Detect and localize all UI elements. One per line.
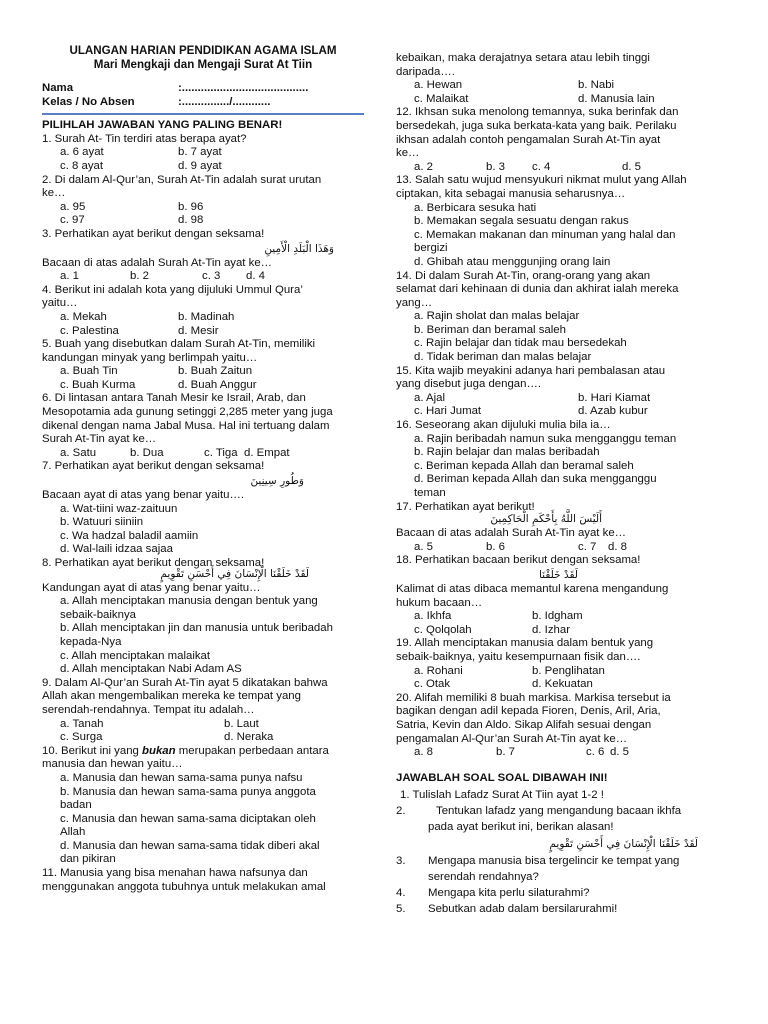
right-column (396, 52, 722, 919)
option: b. 6 (486, 540, 505, 553)
essay-number: 3. (396, 855, 406, 868)
question-16: 16. Seseorang akan dijuluki mulia bila ia… (396, 419, 611, 432)
arabic-text: لَقَدْ خَلَقْنَا (538, 568, 578, 581)
question-5: 5. Buah yang disebutkan dalam Surah At-Tin, memiliki (42, 338, 316, 351)
option: b. 3 (486, 160, 505, 173)
option: a. Rohani (414, 664, 463, 677)
option: c. Qolqolah (414, 623, 472, 636)
question-10 (42, 745, 364, 759)
q16-option-b: b. Rajin belajar dan malas beribadah (414, 446, 600, 459)
q13-option-a: a. Berbicara sesuka hati (414, 201, 537, 214)
q18-arabic-verse (396, 568, 722, 583)
question-10-cont: manusia dan hewan yaitu… (42, 758, 183, 771)
question-15: 15. Kita wajib meyakini adanya hari pembalasan atau (396, 364, 666, 377)
q7-option-d: d. Wal-laili idzaa sajaa (60, 543, 173, 556)
question-11-cont: daripada…. (396, 65, 455, 78)
option: d. 5 (610, 746, 629, 759)
question-9-cont: Allah akan mengembalikan mereka ke tempat yang (42, 690, 301, 703)
question-15-cont: yang disebut juga dengan…. (396, 378, 542, 391)
essay-5 (396, 903, 722, 919)
question-9-cont: serendah-rendahnya. Tempat itu adalah… (42, 703, 255, 716)
option: b. Laut (224, 717, 259, 730)
arabic-text: وَهَذَا الْبَلَدِ الْأَمِينِ (264, 242, 334, 255)
question-6-cont: dikenal dengan nama Jabal Musa. Hal ini tertuang dalam (42, 419, 330, 432)
essay-2 (396, 805, 722, 821)
question-1: 1. Surah At- Tin terdiri atas berapa ayat? (42, 132, 247, 145)
question-4: 4. Berikut ini adalah kota yang dijuluki Ummul Qura’ (42, 283, 303, 296)
option: b. 7 ayat (178, 146, 222, 159)
q4-options-row1 (42, 311, 364, 325)
option: d. Izhar (532, 623, 570, 636)
question-19-cont: sebaik-baiknya, yaitu kesempurnaan fisik dan…. (396, 650, 641, 663)
q16-option-d: d. Beriman kepada Allah dan suka mengganggu (414, 473, 657, 486)
q8-option-b-cont: kepada-Nya (60, 635, 122, 648)
option: a. Ikhfa (414, 610, 452, 623)
q14-option-c: c. Rajin belajar dan tidak mau bersedekah (414, 337, 627, 350)
arabic-text: لَقَدْ خَلَقْنَا الْإِنْسَانَ فِي أَحْسَنِ تَقْوِيمٍ (549, 838, 698, 851)
question-8: 8. Perhatikan ayat berikut dengan seksama! (42, 557, 265, 569)
q10-option-b: b. Manusia dan hewan sama-sama punya anggota (60, 785, 316, 798)
q8-option-a: a. Allah menciptakan manusia dengan bentuk yang (60, 595, 318, 608)
option: b. Dua (130, 446, 164, 459)
option: b. 96 (178, 200, 204, 213)
q11-options-row2 (396, 93, 722, 107)
q8-option-d: d. Allah menciptakan Nabi Adam AS (60, 663, 242, 676)
option: c. 97 (60, 214, 85, 227)
class-field: :.............../............ (178, 95, 271, 108)
essay-number: 5. (396, 903, 406, 916)
q4-options-row2 (42, 325, 364, 339)
option: c. Surga (60, 731, 103, 744)
question-20-cont: pengamalan Al-Qur’an Surah At-Tin ayat ke… (396, 732, 628, 745)
option: d. 98 (178, 214, 204, 227)
option: b. Buah Zaitun (178, 365, 253, 378)
q8-option-b: b. Allah menciptakan jin dan manusia untuk beribadah (60, 622, 333, 635)
question-3: 3. Perhatikan ayat berikut dengan seksama! (42, 227, 265, 240)
question-18-cont: Kalimat di atas dibaca memantul karena mengandung (396, 582, 669, 595)
class-label: Kelas / No Absen (42, 95, 135, 108)
option: c. Otak (414, 678, 451, 691)
question-11: 11. Manusia yang bisa menahan hawa nafsunya dan (42, 867, 308, 880)
exam-subtitle: Mari Mengkaji dan Mengaji Surat At Tiin (93, 58, 313, 71)
essay-number: 4. (396, 887, 406, 900)
option: a. Satu (60, 446, 97, 459)
option: a. Buah Tin (60, 365, 118, 378)
question-14-cont: selamat dari kehinaan di dunia dan akhirat ialah mereka (396, 283, 679, 296)
option: b. 7 (496, 746, 515, 759)
essay-text: Mengapa manusia bisa tergelincir ke tempat yang (428, 855, 680, 868)
left-column (42, 44, 364, 894)
exam-title: ULANGAN HARIAN PENDIDIKAN AGAMA ISLAM (69, 44, 337, 57)
q10-option-a: a. Manusia dan hewan sama-sama punya nafsu (60, 771, 303, 784)
question-20-cont: Satria, Kevin dan Aldo. Sikap Alifah sesuai dengan (396, 718, 652, 731)
question-2-cont: ke… (42, 187, 66, 200)
option: a. Ajal (414, 391, 446, 404)
question-text: 10. Berikut ini yang (42, 744, 143, 757)
essay-text: Mengapa kita perlu silaturahmi? (428, 887, 590, 900)
option: c. Palestina (60, 324, 119, 337)
question-12: 12. Ikhsan suka menolong temannya, suka berinfak dan (396, 106, 679, 119)
q16-option-d-cont: teman (414, 487, 446, 499)
q13-option-c: c. Memakan makanan dan minuman yang halal dan (414, 228, 676, 241)
option: d. 8 (608, 540, 627, 553)
question-6-cont: Mesopotamia ada gunung setinggi 2,285 meter yang juga (42, 406, 333, 419)
option: d. Azab kubur (578, 405, 648, 418)
question-20: 20. Alifah memiliki 8 buah markisa. Markisa tersebut ia (396, 691, 671, 704)
option: d. 5 (622, 160, 641, 173)
question-17-cont: Bacaan di atas adalah Surah At-Tin ayat ke… (396, 527, 627, 540)
q17-options (396, 541, 722, 555)
q16-option-a: a. Rajin beribadah namun suka mengganggu teman (414, 432, 677, 445)
question-7-cont: Bacaan ayat di atas yang benar yaitu…. (42, 489, 244, 502)
option: a. Mekah (60, 310, 107, 323)
option: d. Kekuatan (532, 678, 593, 691)
question-14: 14. Di dalam Surah At-Tin, orang-orang yang akan (396, 269, 651, 282)
essay-3-cont: serendah rendahnya? (428, 871, 539, 884)
option: c. 6 (586, 746, 605, 759)
question-3-cont: Bacaan di atas adalah Surah At-Tin ayat ke… (42, 256, 273, 269)
option: b. Madinah (178, 310, 235, 323)
option: c. Hari Jumat (414, 405, 482, 418)
q18-options-row1 (396, 610, 722, 624)
option: d. Empat (244, 446, 290, 459)
option: d. Mesir (178, 324, 219, 337)
option: d. Buah Anggur (178, 378, 257, 391)
question-19: 19. Allah menciptakan manusia dalam bentuk yang (396, 637, 654, 650)
name-field: :........................................ (178, 82, 309, 94)
option: a. 5 (414, 540, 433, 553)
q1-options-row2 (42, 160, 364, 174)
question-9: 9. Dalam Al-Qur’an Surah At-Tin ayat 5 dikatakan bahwa (42, 676, 328, 689)
essay-1: 1. Tulislah Lafadz Surat At Tiin ayat 1-2 ! (400, 789, 604, 802)
question-2: 2. Di dalam Al-Qur’an, Surah At-Tin adalah surat urutan (42, 173, 322, 186)
question-20-cont: bagikan dengan adil kepada Fioren, Denis, Aril, Aria, (396, 705, 661, 718)
question-18-cont: hukum bacaan… (396, 596, 483, 609)
q17-arabic-verse (396, 512, 722, 527)
q9-options-row2 (42, 731, 364, 745)
q3-options (42, 270, 364, 284)
question-12-cont: ke… (396, 147, 420, 160)
question-18: 18. Perhatikan bacaan berikut dengan seksama! (396, 554, 641, 567)
option: b. Idgham (532, 610, 583, 623)
option: a. Hewan (414, 79, 463, 92)
q7-option-a: a. Wat-tiini waz-zaituun (60, 502, 178, 515)
q10-option-b-cont: badan (60, 799, 92, 812)
question-7: 7. Perhatikan ayat berikut dengan seksama! (42, 460, 265, 473)
option: c. 7 (578, 540, 597, 553)
q18-options-row2 (396, 624, 722, 638)
option: c. 4 (532, 160, 551, 173)
spacer (396, 760, 722, 772)
q12-options (396, 161, 722, 175)
q13-option-c-cont: bergizi (414, 242, 448, 255)
arabic-text: وَطُورِ سِينِينَ (250, 475, 304, 488)
q8-option-c: c. Allah menciptakan malaikat (60, 649, 211, 662)
option: c. Malaikat (414, 92, 469, 105)
q3-arabic-verse (42, 242, 364, 257)
option: c. 3 (202, 270, 221, 283)
q5-options-row1 (42, 365, 364, 379)
option: d. Neraka (224, 731, 274, 744)
question-5-cont: kandungan minyak yang berlimpah yaitu… (42, 351, 258, 364)
q14-option-d: d. Tidak beriman dan malas belajar (414, 351, 592, 364)
class-row (42, 96, 364, 110)
option: b. Penglihatan (532, 664, 605, 677)
q19-options-row1 (396, 665, 722, 679)
option: a. 1 (60, 270, 79, 283)
divider-line (42, 113, 364, 115)
essay-text: Sebutkan adab dalam bersilarurahmi! (428, 903, 618, 916)
option: b. Nabi (578, 79, 615, 92)
q13-option-d: d. Ghibah atau menggunjing orang lain (414, 255, 611, 268)
q6-options (42, 447, 364, 461)
section2-heading: JAWABLAH SOAL SOAL DIBAWAH INI! (396, 771, 608, 784)
option: d. Manusia lain (578, 92, 655, 105)
option: d. 9 ayat (178, 159, 222, 172)
option: c. Buah Kurma (60, 378, 136, 391)
essay-text: Tentukan lafadz yang mengandung bacaan ikhfa (436, 805, 682, 818)
q20-options (396, 746, 722, 760)
q13-option-b: b. Memakan segala sesuatu dengan rakus (414, 215, 629, 228)
option: a. 8 (414, 746, 433, 759)
question-17: 17. Perhatikan ayat berikut! (396, 500, 535, 513)
option: c. 8 ayat (60, 159, 104, 172)
q2-options-row2 (42, 214, 364, 228)
q15-options-row2 (396, 405, 722, 419)
question-14-cont: yang… (396, 296, 433, 309)
option: b. Hari Kiamat (578, 391, 651, 404)
question-12-cont: ikhsan adalah contoh pengamalan Surah At-Tin ayat (396, 133, 661, 146)
question-13-cont: ciptakan, kita sebagai manusia seharusnya… (396, 187, 626, 200)
section1-heading: PILIHLAH JAWABAN YANG PALING BENAR! (42, 119, 283, 132)
q15-options-row1 (396, 392, 722, 406)
essay-2-cont: pada ayat berikut ini, berikan alasan! (428, 821, 614, 834)
option: c. Tiga (204, 446, 238, 459)
question-12-cont: bersedekah, juga suka berkata-kata yang baik. Perilaku (396, 119, 677, 132)
q5-options-row2 (42, 379, 364, 393)
question-8-cont: Kandungan ayat di atas yang benar yaitu… (42, 581, 261, 594)
name-label: Nama (42, 82, 74, 94)
option: b. 2 (130, 270, 149, 283)
emphasis-word: bukan (142, 744, 176, 757)
q14-option-a: a. Rajin sholat dan malas belajar (414, 310, 580, 323)
q7-option-c: c. Wa hadzal baladil aamiin (60, 529, 199, 542)
q11-options-row1 (396, 79, 722, 93)
option: a. 2 (414, 160, 433, 173)
q10-option-c: c. Manusia dan hewan sama-sama diciptakan oleh (60, 812, 316, 825)
question-6-cont: Surah At-Tin ayat ke… (42, 433, 157, 446)
question-4-cont: yaitu… (42, 297, 78, 310)
arabic-text: أَلَيْسَ اللَّهُ بِأَحْكَمِ الْحَاكِمِينَ (490, 513, 602, 526)
q10-option-c-cont: Allah (60, 826, 86, 839)
question-13: 13. Salah satu wujud mensyukuri nikmat mulut yang Allah (396, 174, 687, 187)
q7-arabic-verse (42, 474, 364, 489)
option: a. Tanah (60, 717, 104, 730)
option: a. 6 ayat (60, 146, 104, 159)
q10-option-d: d. Manusia dan hewan sama-sama tidak diberi akal (60, 839, 320, 852)
q7-option-b: b. Watuuri siiniin (60, 516, 144, 529)
question-11-cont: kebaikan, maka derajatnya setara atau lebih tinggi (396, 52, 650, 64)
q19-options-row2 (396, 678, 722, 692)
q16-option-c: c. Beriman kepada Allah dan beramal saleh (414, 459, 634, 472)
arabic-text: لَقَدْ خَلَقْنَا الْإِنْسَانَ فِي أَحْسَنِ تَقْوِيمٍ (160, 567, 309, 580)
essay-number: 2. (396, 805, 406, 818)
question-text: merupakan perbedaan antara (175, 744, 329, 757)
q9-options-row1 (42, 718, 364, 732)
question-6: 6. Di lintasan antara Tanah Mesir ke Israil, Arab, dan (42, 392, 306, 405)
student-name-row (42, 82, 364, 96)
question-11-cont: menggunakan anggota tubuhnya untuk melakukan amal (42, 880, 326, 893)
q14-option-b: b. Beriman dan beramal saleh (414, 323, 566, 336)
q8-option-a-cont: sebaik-baiknya (60, 608, 136, 621)
q1-options-row1 (42, 146, 364, 160)
option: a. 95 (60, 200, 86, 213)
q2-options-row1 (42, 201, 364, 215)
essay-3 (396, 855, 722, 871)
essay-2-arabic-verse (396, 837, 722, 855)
essay-4 (396, 887, 722, 903)
q10-option-d-cont: dan pikiran (60, 853, 116, 866)
option: d. 4 (246, 270, 265, 283)
